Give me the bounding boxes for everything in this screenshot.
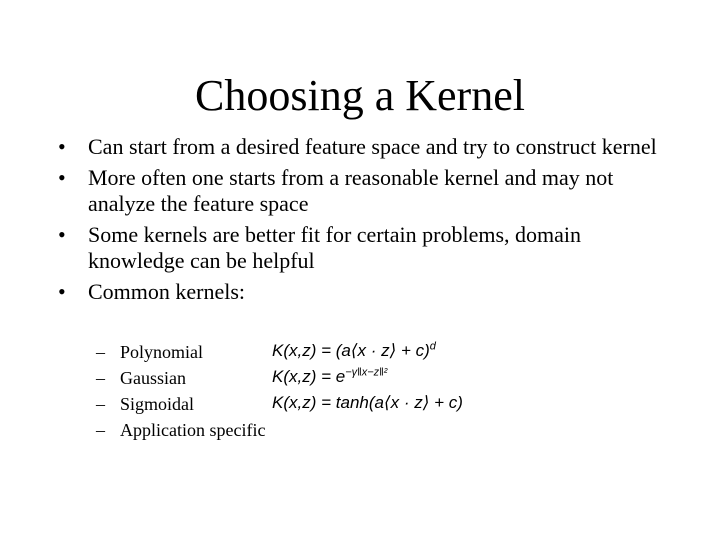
bullet-marker: •: [58, 222, 66, 247]
bullet-marker: •: [58, 279, 66, 304]
bullet-item: [54, 134, 674, 160]
bullet-text: Some kernels are better fit for certain problems, domain knowledge can be helpful: [88, 222, 581, 273]
dash-marker: –: [96, 394, 105, 414]
dash-marker: –: [96, 420, 105, 440]
kernel-name: Sigmoidal: [120, 394, 195, 414]
kernel-name: Polynomial: [120, 342, 204, 362]
polynomial-kernel-formula: [272, 339, 436, 363]
bullet-item: [54, 279, 674, 305]
bullet-text: Common kernels:: [88, 279, 246, 304]
bullet-text: More often one starts from a reasonable kernel and may not analyze the feature space: [88, 165, 614, 216]
kernel-name: Gaussian: [120, 368, 186, 388]
formula-exponent: d: [429, 340, 436, 353]
gaussian-kernel-formula: [272, 365, 387, 389]
formula-lhs: K(x,z) =: [272, 341, 336, 360]
kernel-name: Application specific: [120, 420, 266, 440]
bullet-marker: •: [58, 165, 66, 190]
slide-title: Choosing a Kernel: [195, 71, 525, 120]
formula-body: (a⟨x · z⟩ + c): [335, 341, 430, 360]
bullet-list: [54, 134, 674, 310]
dash-marker: –: [96, 368, 105, 388]
bullet-item: [54, 222, 674, 274]
formula-body: tanh(a⟨x · z⟩ + c): [335, 393, 463, 412]
formula-lhs: K(x,z) =: [272, 393, 336, 412]
formula-base: e: [335, 367, 346, 386]
sublist-item-application-specific: [96, 417, 316, 443]
formula-lhs: K(x,z) =: [272, 367, 336, 386]
formula-exponent: −γ‖x−z‖²: [345, 366, 388, 379]
sigmoidal-kernel-formula: [272, 391, 463, 415]
dash-marker: –: [96, 342, 105, 362]
bullet-text: Can start from a desired feature space and try to construct kernel: [88, 134, 657, 159]
bullet-marker: •: [58, 134, 66, 159]
bullet-item: [54, 165, 674, 217]
